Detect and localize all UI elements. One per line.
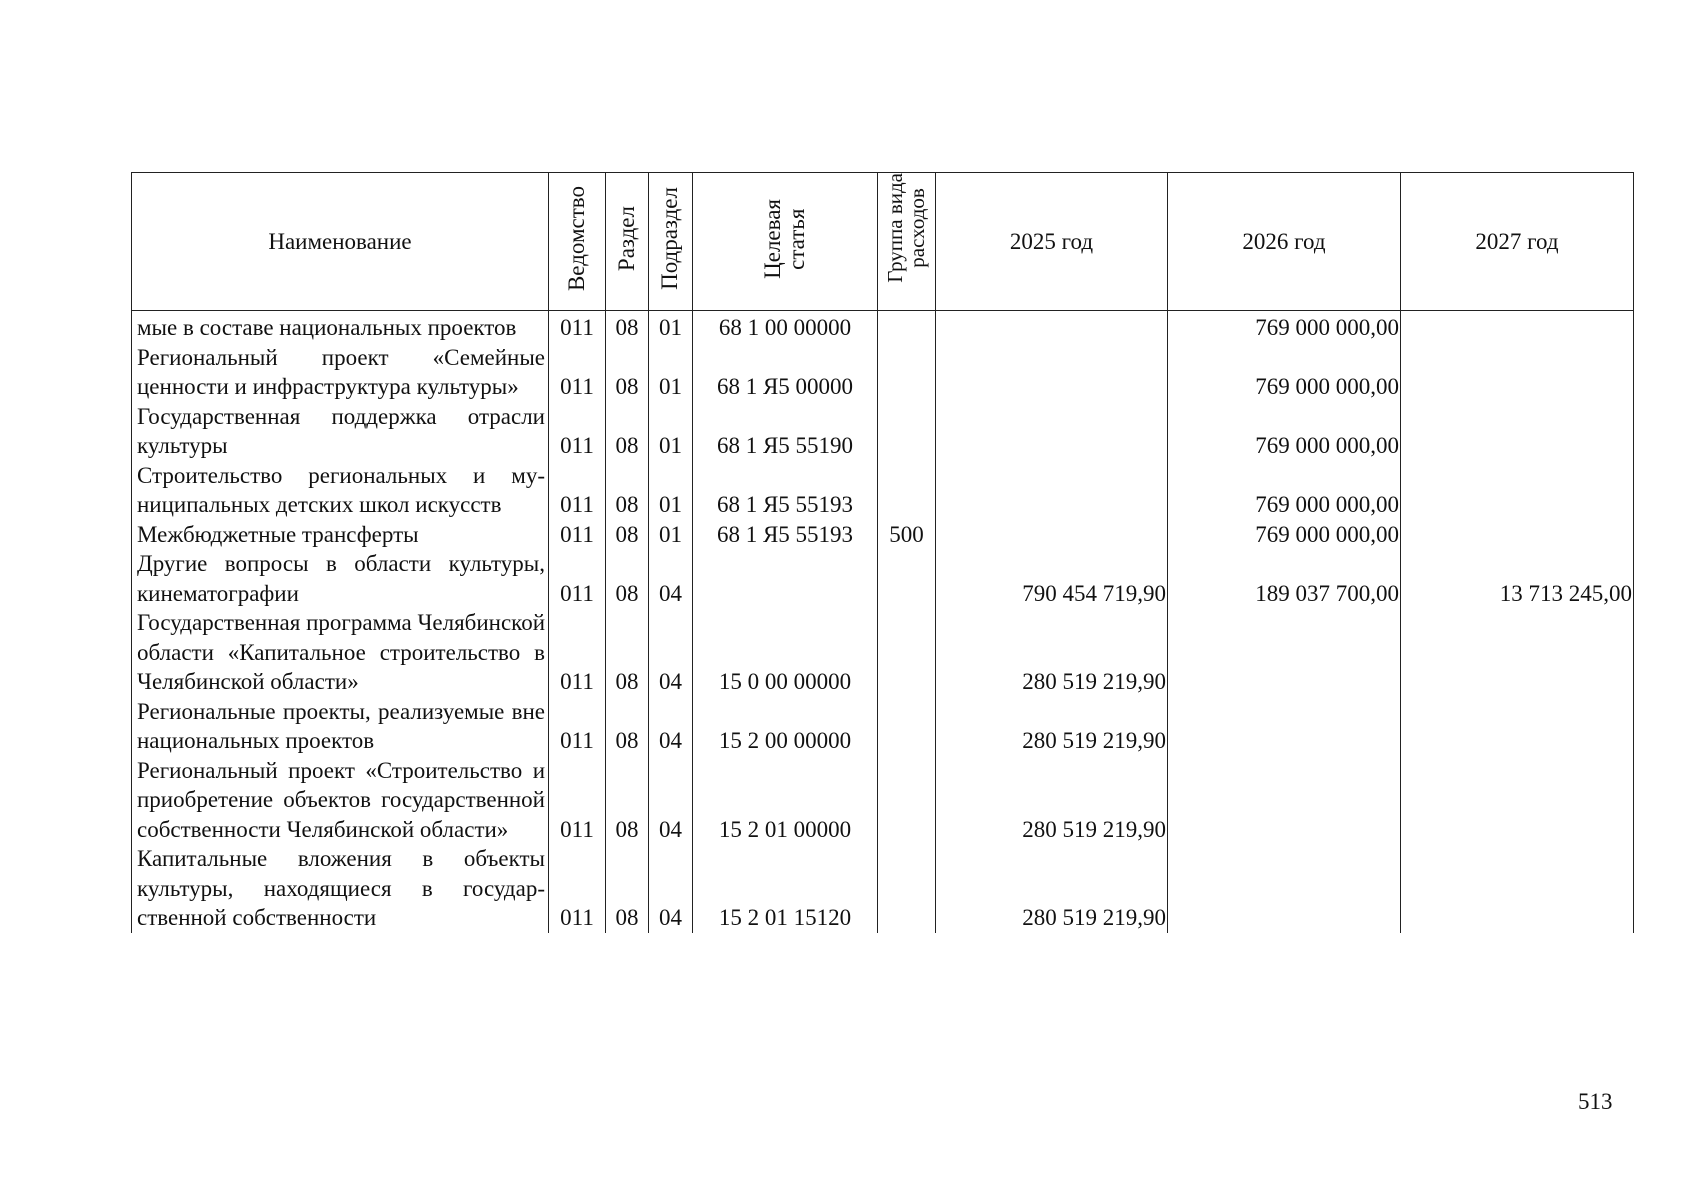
row-razdel: 08	[606, 343, 649, 402]
row-razdel: 08	[606, 402, 649, 461]
row-vedomstvo: 011	[549, 311, 606, 343]
table-row	[132, 549, 1634, 608]
row-celevaya-statya: 68 1 Я5 00000	[693, 343, 878, 402]
page-number: 513	[1578, 1089, 1613, 1114]
row-name: Региональные проекты, реализуемые вне национальных проектов	[132, 697, 549, 756]
table-row	[132, 311, 1634, 343]
row-vedomstvo: 011	[549, 756, 606, 845]
header-2027: 2027 год	[1401, 173, 1634, 311]
header-razdel: Раздел	[606, 173, 649, 311]
header-name: Наименование	[132, 173, 549, 311]
row-2026: 769 000 000,00	[1168, 343, 1401, 402]
row-celevaya-statya: 15 2 01 00000	[693, 756, 878, 845]
row-celevaya-statya: 68 1 Я5 55190	[693, 402, 878, 461]
row-2027	[1401, 697, 1634, 756]
row-2027	[1401, 461, 1634, 520]
row-celevaya-statya: 15 2 00 00000	[693, 697, 878, 756]
row-2027	[1401, 402, 1634, 461]
row-razdel: 08	[606, 461, 649, 520]
row-podrazdel: 04	[649, 697, 693, 756]
row-2026	[1168, 697, 1401, 756]
row-2026: 769 000 000,00	[1168, 402, 1401, 461]
row-celevaya-statya: 15 2 01 15120	[693, 844, 878, 933]
row-gruppa	[878, 756, 936, 845]
row-2026	[1168, 608, 1401, 697]
row-razdel: 08	[606, 756, 649, 845]
table-row	[132, 520, 1634, 550]
row-vedomstvo: 011	[549, 343, 606, 402]
header-celevaya-statya: Целевая статья	[693, 173, 878, 311]
table-row	[132, 844, 1634, 933]
row-name: мые в составе национальных проектов	[132, 311, 549, 343]
row-2026: 189 037 700,00	[1168, 549, 1401, 608]
row-2025: 280 519 219,90	[936, 697, 1168, 756]
row-2026: 769 000 000,00	[1168, 520, 1401, 550]
row-razdel: 08	[606, 697, 649, 756]
row-name: Региональный проект «Строительство и приобретение объектов государственной собственности Челябинской области»	[132, 756, 549, 845]
row-celevaya-statya: 68 1 Я5 55193	[693, 461, 878, 520]
row-2026	[1168, 756, 1401, 845]
row-2025: 280 519 219,90	[936, 608, 1168, 697]
table-row	[132, 697, 1634, 756]
header-vedomstvo: Ведомство	[549, 173, 606, 311]
row-podrazdel: 04	[649, 844, 693, 933]
row-celevaya-statya: 68 1 00 00000	[693, 311, 878, 343]
row-name: Региональный проект «Семейные ценности и инфраструктура культуры»	[132, 343, 549, 402]
row-razdel: 08	[606, 549, 649, 608]
row-2026: 769 000 000,00	[1168, 311, 1401, 343]
row-celevaya-statya: 15 0 00 00000	[693, 608, 878, 697]
row-2027	[1401, 311, 1634, 343]
row-2025	[936, 402, 1168, 461]
row-vedomstvo: 011	[549, 549, 606, 608]
row-gruppa	[878, 549, 936, 608]
row-2027	[1401, 343, 1634, 402]
row-2027	[1401, 844, 1634, 933]
table-row	[132, 461, 1634, 520]
row-razdel: 08	[606, 311, 649, 343]
row-celevaya-statya: 68 1 Я5 55193	[693, 520, 878, 550]
row-2025	[936, 461, 1168, 520]
row-2025	[936, 343, 1168, 402]
table-row	[132, 402, 1634, 461]
row-gruppa: 500	[878, 520, 936, 550]
header-2026: 2026 год	[1168, 173, 1401, 311]
row-podrazdel: 04	[649, 549, 693, 608]
row-vedomstvo: 011	[549, 461, 606, 520]
row-podrazdel: 04	[649, 756, 693, 845]
row-2025: 790 454 719,90	[936, 549, 1168, 608]
row-gruppa	[878, 608, 936, 697]
row-2026	[1168, 844, 1401, 933]
row-name: Межбюджетные трансферты	[132, 520, 549, 550]
row-gruppa	[878, 402, 936, 461]
row-vedomstvo: 011	[549, 608, 606, 697]
row-2025	[936, 311, 1168, 343]
row-2025: 280 519 219,90	[936, 756, 1168, 845]
row-2027	[1401, 608, 1634, 697]
row-gruppa	[878, 461, 936, 520]
row-gruppa	[878, 311, 936, 343]
row-2026: 769 000 000,00	[1168, 461, 1401, 520]
row-razdel: 08	[606, 608, 649, 697]
row-2027: 13 713 245,00	[1401, 549, 1634, 608]
header-podrazdel: Подраздел	[649, 173, 693, 311]
table-row	[132, 756, 1634, 845]
row-2025: 280 519 219,90	[936, 844, 1168, 933]
budget-table	[131, 172, 1634, 933]
row-gruppa	[878, 343, 936, 402]
row-2027	[1401, 756, 1634, 845]
row-vedomstvo: 011	[549, 844, 606, 933]
row-name: Государственная поддержка отрасли культуры	[132, 402, 549, 461]
row-name: Капитальные вложения в объекты культуры, находящиеся в государственной собственности	[132, 844, 549, 933]
table-row	[132, 608, 1634, 697]
header-2025: 2025 год	[936, 173, 1168, 311]
row-celevaya-statya	[693, 549, 878, 608]
row-name: Государственная программа Челябинской области «Капитальное строительство в Челябинской области»	[132, 608, 549, 697]
row-podrazdel: 04	[649, 608, 693, 697]
header-gruppa-vida-rashodov: Группа вида расходов	[878, 173, 936, 311]
row-vedomstvo: 011	[549, 697, 606, 756]
row-gruppa	[878, 844, 936, 933]
row-vedomstvo: 011	[549, 402, 606, 461]
row-vedomstvo: 011	[549, 520, 606, 550]
row-podrazdel: 01	[649, 520, 693, 550]
row-2027	[1401, 520, 1634, 550]
row-name: Другие вопросы в области культуры, кинематографии	[132, 549, 549, 608]
row-razdel: 08	[606, 844, 649, 933]
row-razdel: 08	[606, 520, 649, 550]
row-2025	[936, 520, 1168, 550]
row-name: Строительство региональных и муниципальных детских школ искусств	[132, 461, 549, 520]
row-podrazdel: 01	[649, 311, 693, 343]
row-podrazdel: 01	[649, 461, 693, 520]
table-header-row	[132, 173, 1634, 311]
row-podrazdel: 01	[649, 402, 693, 461]
table-row	[132, 343, 1634, 402]
row-podrazdel: 01	[649, 343, 693, 402]
row-gruppa	[878, 697, 936, 756]
